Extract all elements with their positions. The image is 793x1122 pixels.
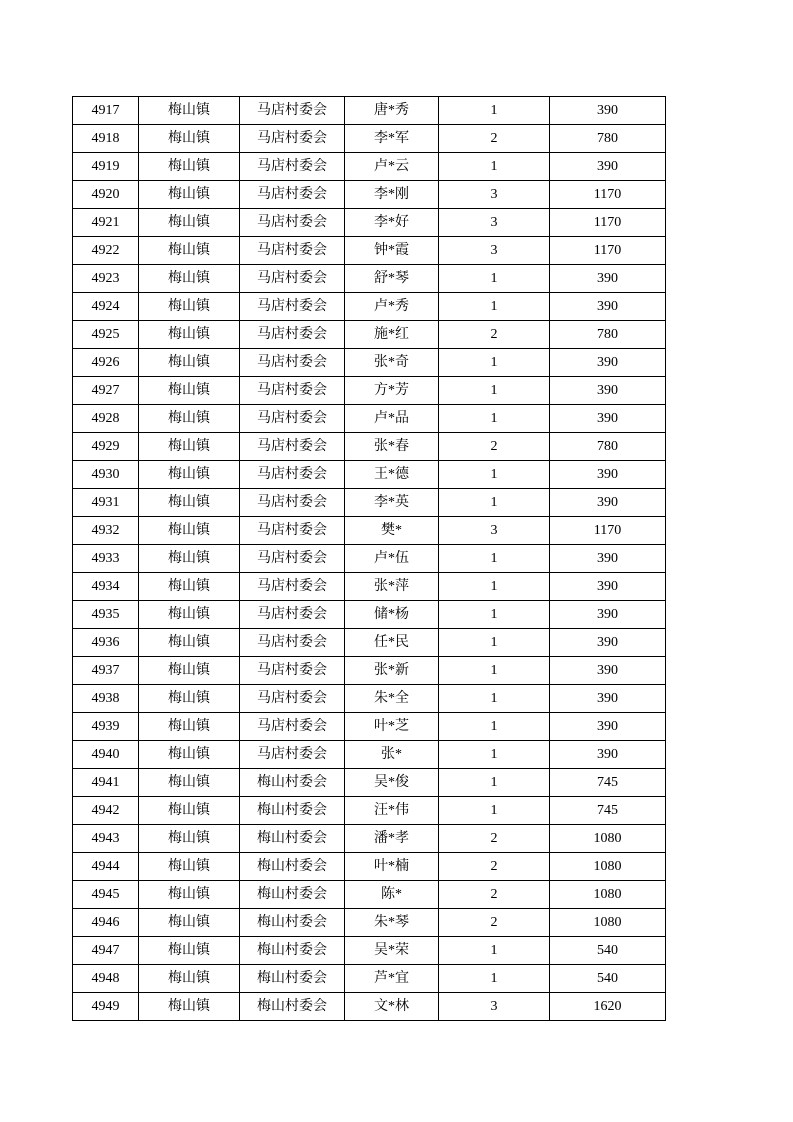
cell-town: 梅山镇: [139, 713, 240, 741]
cell-amount: 390: [550, 601, 666, 629]
cell-village: 梅山村委会: [240, 881, 345, 909]
cell-count: 1: [439, 713, 550, 741]
cell-town: 梅山镇: [139, 209, 240, 237]
cell-name: 钟*霞: [345, 237, 439, 265]
cell-seq: 4941: [73, 769, 139, 797]
cell-amount: 1170: [550, 517, 666, 545]
cell-count: 1: [439, 797, 550, 825]
cell-seq: 4942: [73, 797, 139, 825]
cell-village: 梅山村委会: [240, 965, 345, 993]
cell-name: 吴*荣: [345, 937, 439, 965]
table-row: [73, 741, 666, 769]
cell-count: 1: [439, 97, 550, 125]
cell-village: 马店村委会: [240, 209, 345, 237]
cell-count: 2: [439, 321, 550, 349]
table-row: [73, 517, 666, 545]
cell-name: 卢*云: [345, 153, 439, 181]
cell-count: 1: [439, 657, 550, 685]
cell-town: 梅山镇: [139, 601, 240, 629]
cell-name: 李*军: [345, 125, 439, 153]
cell-amount: 1170: [550, 209, 666, 237]
cell-village: 马店村委会: [240, 293, 345, 321]
cell-count: 2: [439, 433, 550, 461]
cell-amount: 390: [550, 629, 666, 657]
cell-amount: 540: [550, 937, 666, 965]
table-row: [73, 713, 666, 741]
cell-village: 梅山村委会: [240, 853, 345, 881]
cell-name: 朱*琴: [345, 909, 439, 937]
table-row: [73, 657, 666, 685]
cell-village: 梅山村委会: [240, 993, 345, 1021]
cell-seq: 4949: [73, 993, 139, 1021]
cell-count: 1: [439, 293, 550, 321]
cell-seq: 4938: [73, 685, 139, 713]
cell-name: 张*奇: [345, 349, 439, 377]
cell-village: 马店村委会: [240, 713, 345, 741]
cell-amount: 1080: [550, 825, 666, 853]
cell-amount: 780: [550, 125, 666, 153]
cell-count: 1: [439, 377, 550, 405]
cell-seq: 4944: [73, 853, 139, 881]
table-row: [73, 769, 666, 797]
cell-town: 梅山镇: [139, 377, 240, 405]
cell-town: 梅山镇: [139, 265, 240, 293]
table-row: [73, 181, 666, 209]
cell-name: 李*好: [345, 209, 439, 237]
cell-seq: 4924: [73, 293, 139, 321]
cell-count: 3: [439, 181, 550, 209]
cell-village: 马店村委会: [240, 377, 345, 405]
cell-name: 舒*琴: [345, 265, 439, 293]
cell-count: 3: [439, 517, 550, 545]
table-row: [73, 153, 666, 181]
cell-town: 梅山镇: [139, 573, 240, 601]
cell-seq: 4935: [73, 601, 139, 629]
cell-count: 1: [439, 405, 550, 433]
cell-town: 梅山镇: [139, 181, 240, 209]
cell-name: 李*刚: [345, 181, 439, 209]
cell-count: 1: [439, 685, 550, 713]
cell-count: 1: [439, 629, 550, 657]
cell-amount: 390: [550, 97, 666, 125]
cell-name: 汪*伟: [345, 797, 439, 825]
table-row: [73, 965, 666, 993]
cell-amount: 390: [550, 713, 666, 741]
cell-town: 梅山镇: [139, 545, 240, 573]
cell-count: 1: [439, 965, 550, 993]
cell-count: 3: [439, 209, 550, 237]
cell-village: 马店村委会: [240, 153, 345, 181]
cell-seq: 4926: [73, 349, 139, 377]
cell-count: 1: [439, 461, 550, 489]
cell-amount: 745: [550, 797, 666, 825]
cell-count: 2: [439, 909, 550, 937]
cell-amount: 390: [550, 741, 666, 769]
table-row: [73, 489, 666, 517]
cell-town: 梅山镇: [139, 433, 240, 461]
cell-village: 马店村委会: [240, 601, 345, 629]
cell-name: 卢*品: [345, 405, 439, 433]
table-row: [73, 601, 666, 629]
cell-town: 梅山镇: [139, 153, 240, 181]
cell-village: 马店村委会: [240, 433, 345, 461]
cell-town: 梅山镇: [139, 657, 240, 685]
cell-town: 梅山镇: [139, 769, 240, 797]
cell-name: 方*芳: [345, 377, 439, 405]
data-table: [72, 96, 666, 1021]
cell-town: 梅山镇: [139, 937, 240, 965]
table-row: [73, 937, 666, 965]
cell-name: 任*民: [345, 629, 439, 657]
cell-amount: 780: [550, 321, 666, 349]
cell-amount: 780: [550, 433, 666, 461]
cell-amount: 390: [550, 573, 666, 601]
table-row: [73, 629, 666, 657]
cell-amount: 390: [550, 461, 666, 489]
cell-village: 马店村委会: [240, 685, 345, 713]
cell-count: 2: [439, 881, 550, 909]
cell-seq: 4928: [73, 405, 139, 433]
cell-seq: 4943: [73, 825, 139, 853]
cell-amount: 745: [550, 769, 666, 797]
table-row: [73, 545, 666, 573]
table-row: [73, 461, 666, 489]
cell-town: 梅山镇: [139, 97, 240, 125]
cell-seq: 4925: [73, 321, 139, 349]
cell-town: 梅山镇: [139, 881, 240, 909]
cell-town: 梅山镇: [139, 853, 240, 881]
cell-name: 文*林: [345, 993, 439, 1021]
cell-amount: 1080: [550, 881, 666, 909]
cell-name: 施*红: [345, 321, 439, 349]
cell-seq: 4932: [73, 517, 139, 545]
cell-town: 梅山镇: [139, 517, 240, 545]
cell-name: 叶*楠: [345, 853, 439, 881]
cell-amount: 390: [550, 685, 666, 713]
cell-count: 2: [439, 125, 550, 153]
cell-amount: 390: [550, 405, 666, 433]
cell-amount: 390: [550, 657, 666, 685]
cell-town: 梅山镇: [139, 237, 240, 265]
cell-count: 1: [439, 545, 550, 573]
cell-amount: 390: [550, 349, 666, 377]
cell-town: 梅山镇: [139, 125, 240, 153]
cell-amount: 1170: [550, 237, 666, 265]
cell-count: 2: [439, 853, 550, 881]
cell-village: 马店村委会: [240, 545, 345, 573]
cell-name: 李*英: [345, 489, 439, 517]
table-row: [73, 433, 666, 461]
cell-village: 马店村委会: [240, 489, 345, 517]
cell-village: 马店村委会: [240, 405, 345, 433]
cell-count: 1: [439, 769, 550, 797]
cell-village: 马店村委会: [240, 629, 345, 657]
table-row: [73, 573, 666, 601]
cell-town: 梅山镇: [139, 909, 240, 937]
cell-village: 梅山村委会: [240, 825, 345, 853]
table-row: [73, 293, 666, 321]
cell-seq: 4921: [73, 209, 139, 237]
cell-amount: 390: [550, 377, 666, 405]
table-row: [73, 853, 666, 881]
cell-count: 1: [439, 573, 550, 601]
cell-town: 梅山镇: [139, 293, 240, 321]
cell-seq: 4917: [73, 97, 139, 125]
cell-town: 梅山镇: [139, 825, 240, 853]
cell-name: 张*萍: [345, 573, 439, 601]
cell-name: 唐*秀: [345, 97, 439, 125]
table-row: [73, 125, 666, 153]
cell-village: 马店村委会: [240, 657, 345, 685]
table-row: [73, 349, 666, 377]
cell-seq: 4934: [73, 573, 139, 601]
cell-amount: 390: [550, 265, 666, 293]
cell-town: 梅山镇: [139, 461, 240, 489]
cell-seq: 4927: [73, 377, 139, 405]
cell-village: 梅山村委会: [240, 937, 345, 965]
cell-town: 梅山镇: [139, 321, 240, 349]
cell-seq: 4923: [73, 265, 139, 293]
cell-village: 马店村委会: [240, 237, 345, 265]
cell-count: 1: [439, 937, 550, 965]
table-row: [73, 909, 666, 937]
cell-town: 梅山镇: [139, 489, 240, 517]
cell-seq: 4933: [73, 545, 139, 573]
cell-seq: 4929: [73, 433, 139, 461]
cell-village: 梅山村委会: [240, 797, 345, 825]
cell-seq: 4930: [73, 461, 139, 489]
cell-name: 张*: [345, 741, 439, 769]
cell-village: 梅山村委会: [240, 769, 345, 797]
cell-seq: 4919: [73, 153, 139, 181]
table-row: [73, 881, 666, 909]
cell-seq: 4931: [73, 489, 139, 517]
cell-seq: 4945: [73, 881, 139, 909]
table-row: [73, 321, 666, 349]
cell-amount: 390: [550, 489, 666, 517]
cell-seq: 4948: [73, 965, 139, 993]
cell-name: 潘*孝: [345, 825, 439, 853]
cell-amount: 390: [550, 293, 666, 321]
cell-seq: 4918: [73, 125, 139, 153]
cell-count: 1: [439, 489, 550, 517]
cell-count: 1: [439, 349, 550, 377]
cell-name: 吴*俊: [345, 769, 439, 797]
table-row: [73, 237, 666, 265]
cell-count: 3: [439, 237, 550, 265]
table-row: [73, 405, 666, 433]
cell-name: 卢*秀: [345, 293, 439, 321]
table-row: [73, 797, 666, 825]
cell-amount: 540: [550, 965, 666, 993]
cell-village: 梅山村委会: [240, 909, 345, 937]
cell-amount: 1080: [550, 853, 666, 881]
cell-town: 梅山镇: [139, 797, 240, 825]
table-row: [73, 377, 666, 405]
cell-seq: 4936: [73, 629, 139, 657]
cell-seq: 4946: [73, 909, 139, 937]
cell-town: 梅山镇: [139, 965, 240, 993]
cell-village: 马店村委会: [240, 265, 345, 293]
cell-village: 马店村委会: [240, 461, 345, 489]
table-body: [73, 97, 666, 1021]
cell-name: 储*杨: [345, 601, 439, 629]
cell-name: 叶*芝: [345, 713, 439, 741]
table-row: [73, 685, 666, 713]
cell-seq: 4940: [73, 741, 139, 769]
table-row: [73, 209, 666, 237]
cell-town: 梅山镇: [139, 405, 240, 433]
cell-seq: 4939: [73, 713, 139, 741]
cell-name: 陈*: [345, 881, 439, 909]
cell-village: 马店村委会: [240, 125, 345, 153]
cell-amount: 390: [550, 153, 666, 181]
cell-count: 3: [439, 993, 550, 1021]
cell-amount: 390: [550, 545, 666, 573]
cell-amount: 1620: [550, 993, 666, 1021]
cell-count: 1: [439, 741, 550, 769]
cell-village: 马店村委会: [240, 97, 345, 125]
cell-seq: 4947: [73, 937, 139, 965]
cell-town: 梅山镇: [139, 349, 240, 377]
cell-name: 樊*: [345, 517, 439, 545]
cell-village: 马店村委会: [240, 321, 345, 349]
cell-village: 马店村委会: [240, 349, 345, 377]
cell-name: 芦*宜: [345, 965, 439, 993]
cell-seq: 4937: [73, 657, 139, 685]
cell-town: 梅山镇: [139, 685, 240, 713]
cell-name: 朱*全: [345, 685, 439, 713]
table-row: [73, 825, 666, 853]
cell-name: 王*德: [345, 461, 439, 489]
cell-name: 卢*伍: [345, 545, 439, 573]
cell-town: 梅山镇: [139, 741, 240, 769]
cell-village: 马店村委会: [240, 181, 345, 209]
cell-seq: 4920: [73, 181, 139, 209]
cell-amount: 1080: [550, 909, 666, 937]
cell-name: 张*新: [345, 657, 439, 685]
cell-amount: 1170: [550, 181, 666, 209]
table-row: [73, 265, 666, 293]
cell-count: 2: [439, 825, 550, 853]
table-row: [73, 993, 666, 1021]
cell-name: 张*春: [345, 433, 439, 461]
cell-count: 1: [439, 153, 550, 181]
cell-town: 梅山镇: [139, 993, 240, 1021]
cell-seq: 4922: [73, 237, 139, 265]
cell-town: 梅山镇: [139, 629, 240, 657]
cell-village: 马店村委会: [240, 517, 345, 545]
cell-village: 马店村委会: [240, 741, 345, 769]
table-row: [73, 97, 666, 125]
cell-village: 马店村委会: [240, 573, 345, 601]
cell-count: 1: [439, 601, 550, 629]
cell-count: 1: [439, 265, 550, 293]
